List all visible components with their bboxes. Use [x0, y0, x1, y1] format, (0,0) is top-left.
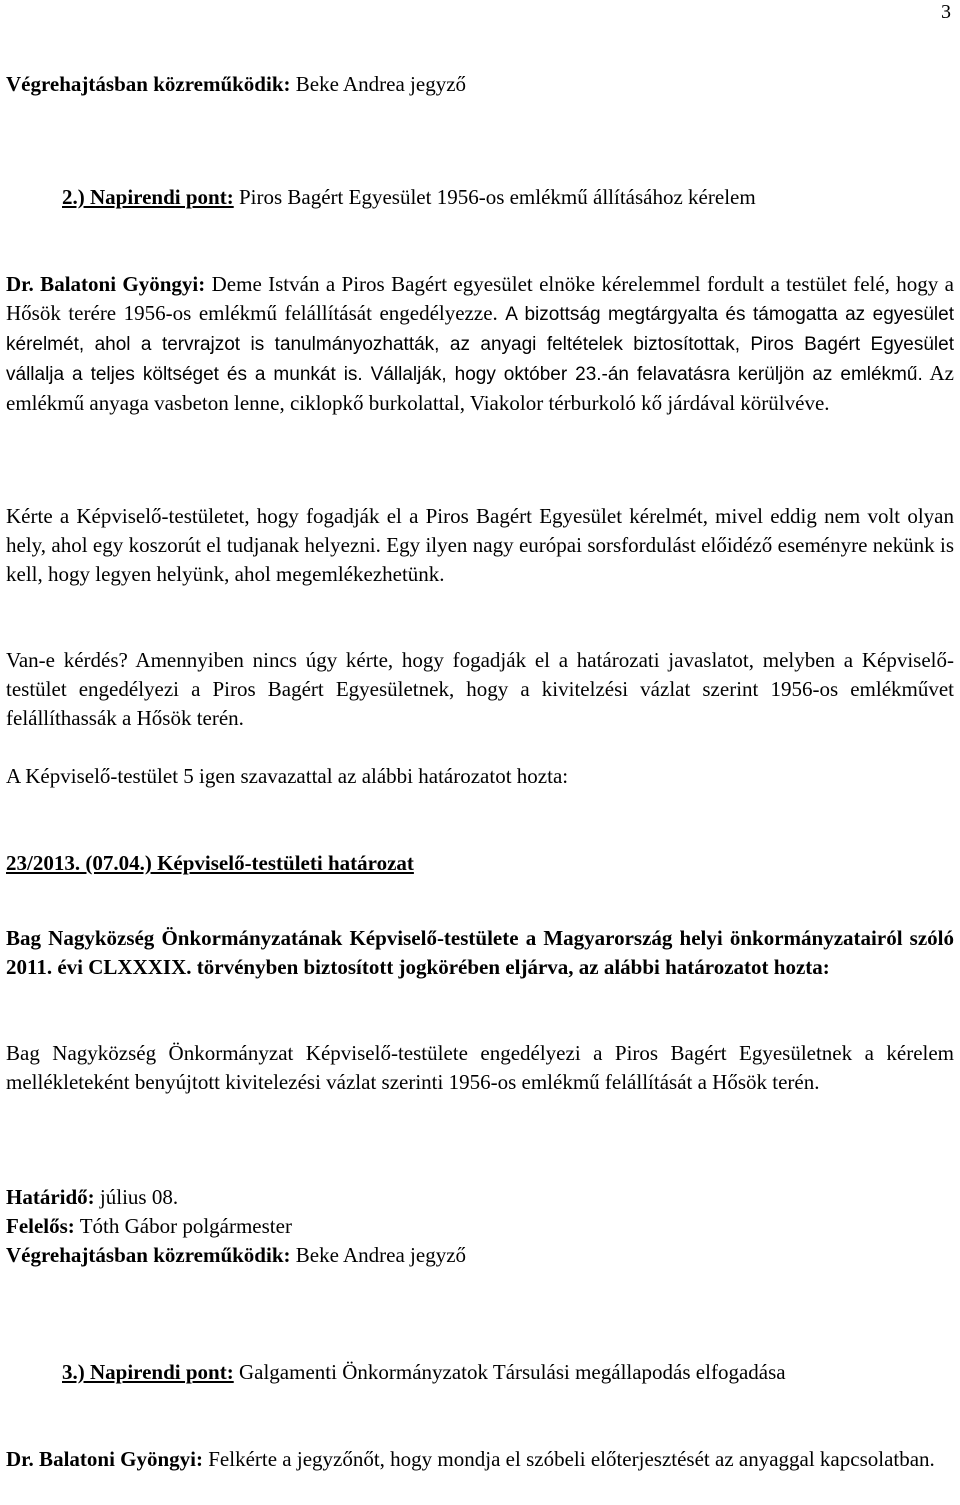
agenda-label: 3.) Napirendi pont:	[62, 1360, 234, 1384]
responsible-value: Tóth Gábor polgármester	[79, 1214, 292, 1238]
deadline-label: Határidő:	[6, 1185, 95, 1209]
speaker-paragraph	[6, 270, 954, 418]
agenda-title: Piros Bagért Egyesület 1956-os emlékmű állításához kérelem	[238, 185, 756, 209]
executor-value: Beke Andrea jegyző	[295, 72, 467, 96]
deadline-value: július 08.	[99, 1185, 179, 1209]
resolution-title: 23/2013. (07.04.) Képviselő-testületi határozat	[6, 851, 414, 875]
responsible-label: Felelős:	[6, 1214, 75, 1238]
responsible-line	[6, 1212, 954, 1241]
paragraph-text: Felkérte a jegyzőnőt, hogy mondja el szóbeli előterjesztését az anyaggal kapcsolatban.	[208, 1447, 935, 1471]
page-number: 3	[941, 1, 951, 23]
question-paragraph: Van-e kérdés? Amennyiben nincs úgy kérte, hogy fogadják el a határozati javaslatot, melyben a Képviselő-testület engedélyezi a Piros Bagért Egyesületnek, hogy a kivitelzési vázlat szerint 1956-os emlékművet felállíthassák a Hősök terén.	[6, 648, 954, 730]
deadline-line	[6, 1183, 954, 1212]
request-paragraph	[6, 502, 954, 589]
paragraph-text-sans: A bizottság megtárgyalta és támogatta az egyesület kérelmét, ahol a tervrajzot is tanulmányozhatták, az anyagi feltételek biztosítottak, Piros Bagért Egyesület vállalja a teljes költséget és a munkát is. Vállalják, hogy október 23.-án felavatásra kerüljön az emlékmű.	[6, 304, 955, 385]
resolution-body: Bag Nagyközség Önkormányzat Képviselő-testülete engedélyezi a Piros Bagért Egyesületnek a kérelem mellékleteként benyújtott kivitelezési vázlat szerinti 1956-os emlékmű felállítását a Hősök terén.	[6, 1041, 954, 1094]
speaker-name: Dr. Balatoni Gyöngyi:	[6, 272, 206, 296]
paragraph-text: Deme István a Piros Bagért egyesület elnöke kérelemmel fordult a testület felé, hogy a Hősök terére 1956-os emlékmű felállítását engedélyezze.	[6, 272, 954, 325]
paragraph-text: Egy ilyen nagy európai sorsfordulást előidéző eseményre nekünk is kell, hogy legyen helyünk, ahol megemlékezhetünk.	[6, 533, 955, 586]
executor-line	[6, 1241, 954, 1270]
executor-line	[6, 70, 954, 99]
executor-value: Beke Andrea jegyző	[295, 1243, 467, 1267]
agenda-item-2	[62, 183, 954, 212]
resolution-intro: Bag Nagyközség Önkormányzatának Képviselő-testülete a Magyarország helyi önkormányzatairól szóló 2011. évi CLXXXIX. törvényben biztosított jogkörében eljárva, az alábbi határozatot hozta:	[6, 926, 954, 979]
speaker-name: Dr. Balatoni Gyöngyi:	[6, 1447, 203, 1471]
agenda-label: 2.) Napirendi pont:	[62, 185, 234, 209]
agenda-item-3	[62, 1358, 954, 1387]
executor-label: Végrehajtásban közreműködik:	[6, 72, 291, 96]
agenda-title: Galgamenti Önkormányzatok Társulási megállapodás elfogadása	[238, 1360, 786, 1384]
executor-label: Végrehajtásban közreműködik:	[6, 1243, 291, 1267]
speaker-paragraph	[6, 1445, 954, 1474]
paragraph-text: Kérte a Képviselő-testületet, hogy fogadják el a Piros Bagért Egyesület kérelmét, mivel eddig nem volt olyan hely, ahol egy koszorút el tudjanak helyezni.	[6, 504, 954, 557]
paragraph-text: Az emlékmű anyaga vasbeton lenne, ciklopkő burkolattal, Viakolor térburkoló kő járdával körülvéve.	[6, 361, 955, 415]
vote-line: A Képviselő-testület 5 igen szavazattal az alábbi határozatot hozta:	[6, 764, 569, 788]
